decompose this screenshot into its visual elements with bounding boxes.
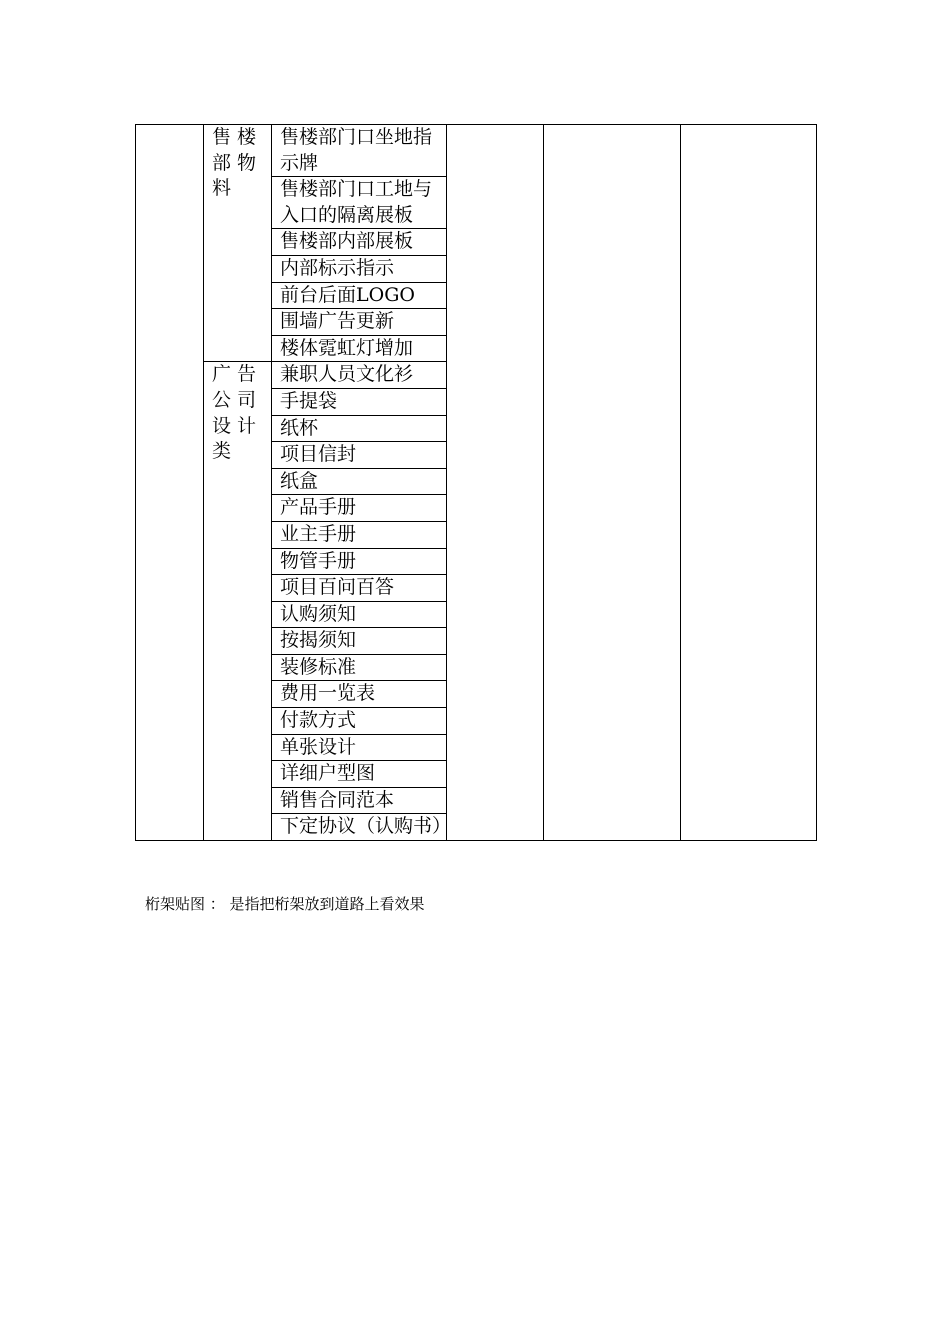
- item-cell: 装修标准: [272, 654, 447, 681]
- item-cell: 付款方式: [272, 708, 447, 735]
- item-cell: 单张设计: [272, 734, 447, 761]
- item-cell: 认购须知: [272, 601, 447, 628]
- blank-column: [136, 125, 204, 841]
- item-cell: 详细户型图: [272, 761, 447, 788]
- blank-column: [681, 125, 817, 841]
- item-cell: 按揭须知: [272, 628, 447, 655]
- item-cell: 围墙广告更新: [272, 309, 447, 336]
- item-cell: 兼职人员文化衫: [272, 362, 447, 389]
- item-cell: 物管手册: [272, 548, 447, 575]
- category-cell: 售楼部物料: [204, 125, 272, 362]
- item-cell: 费用一览表: [272, 681, 447, 708]
- item-cell: 产品手册: [272, 495, 447, 522]
- caption-note: 桁架贴图 ： 是指把桁架放到道路上看效果: [145, 895, 425, 913]
- item-cell: 楼体霓虹灯增加: [272, 335, 447, 362]
- item-cell: 业主手册: [272, 521, 447, 548]
- table-row: [136, 125, 817, 177]
- blank-column: [447, 125, 544, 841]
- table-body: [136, 125, 817, 841]
- item-cell: 下定协议（认购书）: [272, 814, 447, 841]
- item-cell: 售楼部门口坐地指示牌: [272, 125, 447, 177]
- item-cell: 售楼部门口工地与入口的隔离展板: [272, 177, 447, 229]
- materials-table: [135, 124, 817, 841]
- item-cell: 项目百问百答: [272, 575, 447, 602]
- item-cell: 前台后面LOGO: [272, 282, 447, 309]
- item-cell: 纸杯: [272, 415, 447, 442]
- item-cell: 售楼部内部展板: [272, 229, 447, 256]
- item-cell: 手提袋: [272, 388, 447, 415]
- category-cell: 广告公司设计类: [204, 362, 272, 841]
- item-cell: 销售合同范本: [272, 787, 447, 814]
- blank-column: [544, 125, 681, 841]
- item-cell: 内部标示指示: [272, 255, 447, 282]
- item-cell: 纸盒: [272, 468, 447, 495]
- item-cell: 项目信封: [272, 442, 447, 469]
